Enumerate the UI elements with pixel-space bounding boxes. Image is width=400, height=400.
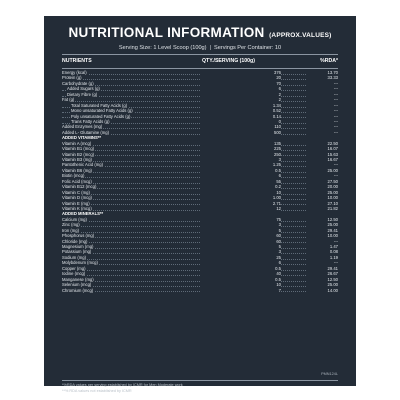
nutrient-name: Vitamin A (mcg) <box>62 140 92 146</box>
nutrient-qty: 25 <box>200 255 281 260</box>
nutrient-name: Manganese (mg) <box>62 276 94 282</box>
footnote-not-established: **% RDA values not established by ICMR <box>62 389 132 393</box>
nutrient-qty: 110 <box>200 124 281 129</box>
nutrient-rda: --- <box>307 260 338 265</box>
nutrient-rda: --- <box>307 124 338 129</box>
nutrient-qty: 0.52 <box>200 108 281 113</box>
nutrient-qty: 60 <box>200 233 281 238</box>
nutrient-name: Chloride (mg) <box>62 238 88 244</box>
nutrient-rda: 13.70 <box>307 70 338 75</box>
nutrient-name: Potassium (mg) <box>62 249 92 255</box>
nutrient-qty: 225 <box>200 146 281 151</box>
nutrient-rda: 12.50 <box>307 277 338 282</box>
nutrient-rda: 25.00 <box>307 168 338 173</box>
nutrient-name: Vitamin C (mg) <box>62 189 90 195</box>
header-rda: %RDA* <box>320 58 338 64</box>
nutrient-name: Biotin (mcg) <box>62 173 85 179</box>
nutrient-qty: 0.5 <box>200 277 281 282</box>
nutrient-rda: 12.50 <box>307 217 338 222</box>
serving-size: Serving Size: 1 Level Scoop (100g) <box>118 45 207 51</box>
nutrient-qty: 3 <box>200 249 281 254</box>
serving-info <box>44 45 356 51</box>
nutrient-qty: 10 <box>200 190 281 195</box>
nutrient-name: ADDED VITAMINS** <box>62 135 102 141</box>
nutrient-qty: 55 <box>200 179 281 184</box>
nutrient-qty: 6 <box>200 260 281 265</box>
nutrient-qty: 500 <box>200 130 281 135</box>
nutrient-qty: 60 <box>200 239 281 244</box>
nutrient-name: Vitamin B1 (mcg) <box>62 146 95 152</box>
nutrient-qty: 0 <box>200 119 281 124</box>
nutrient-qty: 0.14 <box>200 114 281 119</box>
nutrient-rda: --- <box>307 103 338 108</box>
top-rule <box>62 54 338 55</box>
nutrient-rda: --- <box>307 81 338 86</box>
nutrient-name: Energy (kcal) <box>62 70 87 75</box>
nutrient-name: Vitamin B6 (mg) <box>62 167 92 173</box>
nutrient-qty: 12 <box>200 206 281 211</box>
nutrient-qty: 0.5 <box>200 168 281 173</box>
nutrient-qty: 1.25 <box>200 162 281 167</box>
nutrient-rda: --- <box>307 162 338 167</box>
nutrient-rda: 25.00 <box>307 222 338 227</box>
label-code: PMN124L <box>321 372 338 376</box>
nutrient-rda: --- <box>307 239 338 244</box>
nutrient-name: Dietary Fibre (g) <box>67 91 98 97</box>
nutrient-row <box>62 288 338 293</box>
nutrient-name: Added Enzymes (mg) <box>62 124 103 130</box>
nutrient-qty: 2 <box>200 92 281 97</box>
servings-per-container: Servings Per Container: 10 <box>213 45 282 51</box>
serving-separator: | <box>209 45 211 51</box>
nutrient-rda: 25.00 <box>307 190 338 195</box>
nutrient-qty: 6 <box>200 173 281 178</box>
nutrient-rda: 33.33 <box>307 75 338 80</box>
nutrient-qty: 70 <box>200 81 281 86</box>
nutrient-name: Total Saturated Fatty Acids (g) <box>71 102 128 108</box>
nutrient-name: Added L- Glutamine (mg) <box>62 129 110 135</box>
nutrient-name: Vitamin E (mg) <box>62 200 90 206</box>
nutrient-qty: 10 <box>200 282 281 287</box>
title-main: NUTRITIONAL INFORMATION <box>68 25 265 40</box>
nutrient-qty: 1.34 <box>200 103 281 108</box>
header-rule <box>62 68 338 69</box>
nutrient-qty: 3 <box>200 222 281 227</box>
nutrient-rda: 21.82 <box>307 206 338 211</box>
nutrient-rda: 10.00 <box>307 233 338 238</box>
nutrient-name: Selenium (mcg) <box>62 282 92 288</box>
nutrient-rda: 1.19 <box>307 255 338 260</box>
nutrient-qty: 3 <box>200 157 281 162</box>
nutrient-name: ADDED MINERALS** <box>62 211 104 217</box>
nutrient-name: Magnesium (mg) <box>62 244 94 249</box>
nutrient-name: Calcium (mg) <box>62 216 87 222</box>
nutrient-name: Zinc (mg) <box>62 222 80 228</box>
nutrient-rda: --- <box>307 92 338 97</box>
nutrient-name: Chromium (mcg) <box>62 287 94 293</box>
header-nutrients: NUTRIENTS <box>62 58 92 64</box>
nutrient-rda: 22.50 <box>307 141 338 146</box>
nutrient-qty: 7 <box>200 288 281 293</box>
nutrient-name: Vitamin B2 (mcg) <box>62 151 95 157</box>
nutrient-rda: 27.50 <box>307 179 338 184</box>
nutrient-rda: --- <box>307 108 338 113</box>
panel-title <box>44 24 356 42</box>
nutrient-qty: 0.5 <box>200 266 281 271</box>
nutrient-qty: 135 <box>200 141 281 146</box>
nutrient-rda: 25.00 <box>307 282 338 287</box>
nutrient-rda: 0.08 <box>307 249 338 254</box>
nutrient-name: Mono unsaturated Fatty Acids (g) <box>71 108 133 114</box>
nutrient-qty: 75 <box>200 217 281 222</box>
nutrient-rda: 1.47 <box>307 244 338 249</box>
nutrient-rda: --- <box>307 114 338 119</box>
nutrient-name: Pantothenic Acid (mg) <box>62 162 103 168</box>
nutrition-panel <box>44 16 356 393</box>
nutrient-rda: 16.07 <box>307 146 338 151</box>
footnote-rda: *%RDA values per serving established by ICMR for Men Moderate work <box>62 383 183 387</box>
nutrient-name: Copper (mg) <box>62 265 86 271</box>
nutrient-name: Trans Fatty Acids (g) <box>71 118 110 124</box>
nutrient-qty: 250 <box>200 152 281 157</box>
nutrient-name: Fat (g) <box>62 97 75 103</box>
nutrient-name: Vitamin B3 (mg) <box>62 157 92 162</box>
header-qty: QTY./SERVING (100g) <box>202 58 255 64</box>
nutrient-rda: 29.41 <box>307 228 338 233</box>
nutrient-name: Sodium (mg) <box>62 254 86 260</box>
nutrient-rda: 26.67 <box>307 271 338 276</box>
nutrient-qty: 0.2 <box>200 184 281 189</box>
nutrient-rda: --- <box>307 119 338 124</box>
nutrient-rda: 27.10 <box>307 201 338 206</box>
nutrient-rda: 14.00 <box>307 288 338 293</box>
nutrient-rda: --- <box>307 86 338 91</box>
nutrient-qty: 2 <box>200 97 281 102</box>
nutrient-qty: 5 <box>200 244 281 249</box>
nutrient-name: Molybdenum (mcg) <box>62 260 98 266</box>
nutrient-rda: 29.41 <box>307 266 338 271</box>
nutrient-name: Carbohydrate (g) <box>62 80 94 86</box>
nutrient-rda: 20.00 <box>307 184 338 189</box>
nutrient-rda: --- <box>307 173 338 178</box>
nutrient-rda: --- <box>307 130 338 135</box>
nutrient-name: Phosphorus (mg) <box>62 233 95 239</box>
nutrient-rda: --- <box>307 97 338 102</box>
nutrient-table <box>62 70 338 293</box>
nutrient-name: Vitamin K (mcg) <box>62 205 92 211</box>
nutrient-qty: 2.71 <box>200 201 281 206</box>
nutrient-qty: 1.00 <box>200 195 281 200</box>
nutrient-qty: 5 <box>200 228 281 233</box>
nutrient-qty: 6 <box>200 86 281 91</box>
title-sub: (APPROX.VALUES) <box>269 32 332 39</box>
nutrient-qty: 40 <box>200 271 281 276</box>
nutrient-rda: 10.00 <box>307 195 338 200</box>
nutrient-name: Vitamin B12 (mcg) <box>62 184 97 190</box>
nutrient-rda: 15.63 <box>307 152 338 157</box>
nutrient-name: Folic Acid (mcg) <box>62 178 92 184</box>
nutrient-name: Poly unsaturated Fatty Acids (g) <box>71 113 131 119</box>
nutrient-qty: 20 <box>200 75 281 80</box>
bottom-rule <box>62 380 338 381</box>
nutrient-name: Added Sugars (g) <box>67 86 100 92</box>
nutrient-name: Protein (g) <box>62 75 82 81</box>
table-header <box>62 58 338 66</box>
nutrient-qty: 376 <box>200 70 281 75</box>
nutrient-name: Iodine (mcg) <box>62 271 86 277</box>
nutrient-name: Vitamin D (mcg) <box>62 195 92 201</box>
nutrient-rda: 16.67 <box>307 157 338 162</box>
nutrient-name: Iron (mg) <box>62 227 79 233</box>
